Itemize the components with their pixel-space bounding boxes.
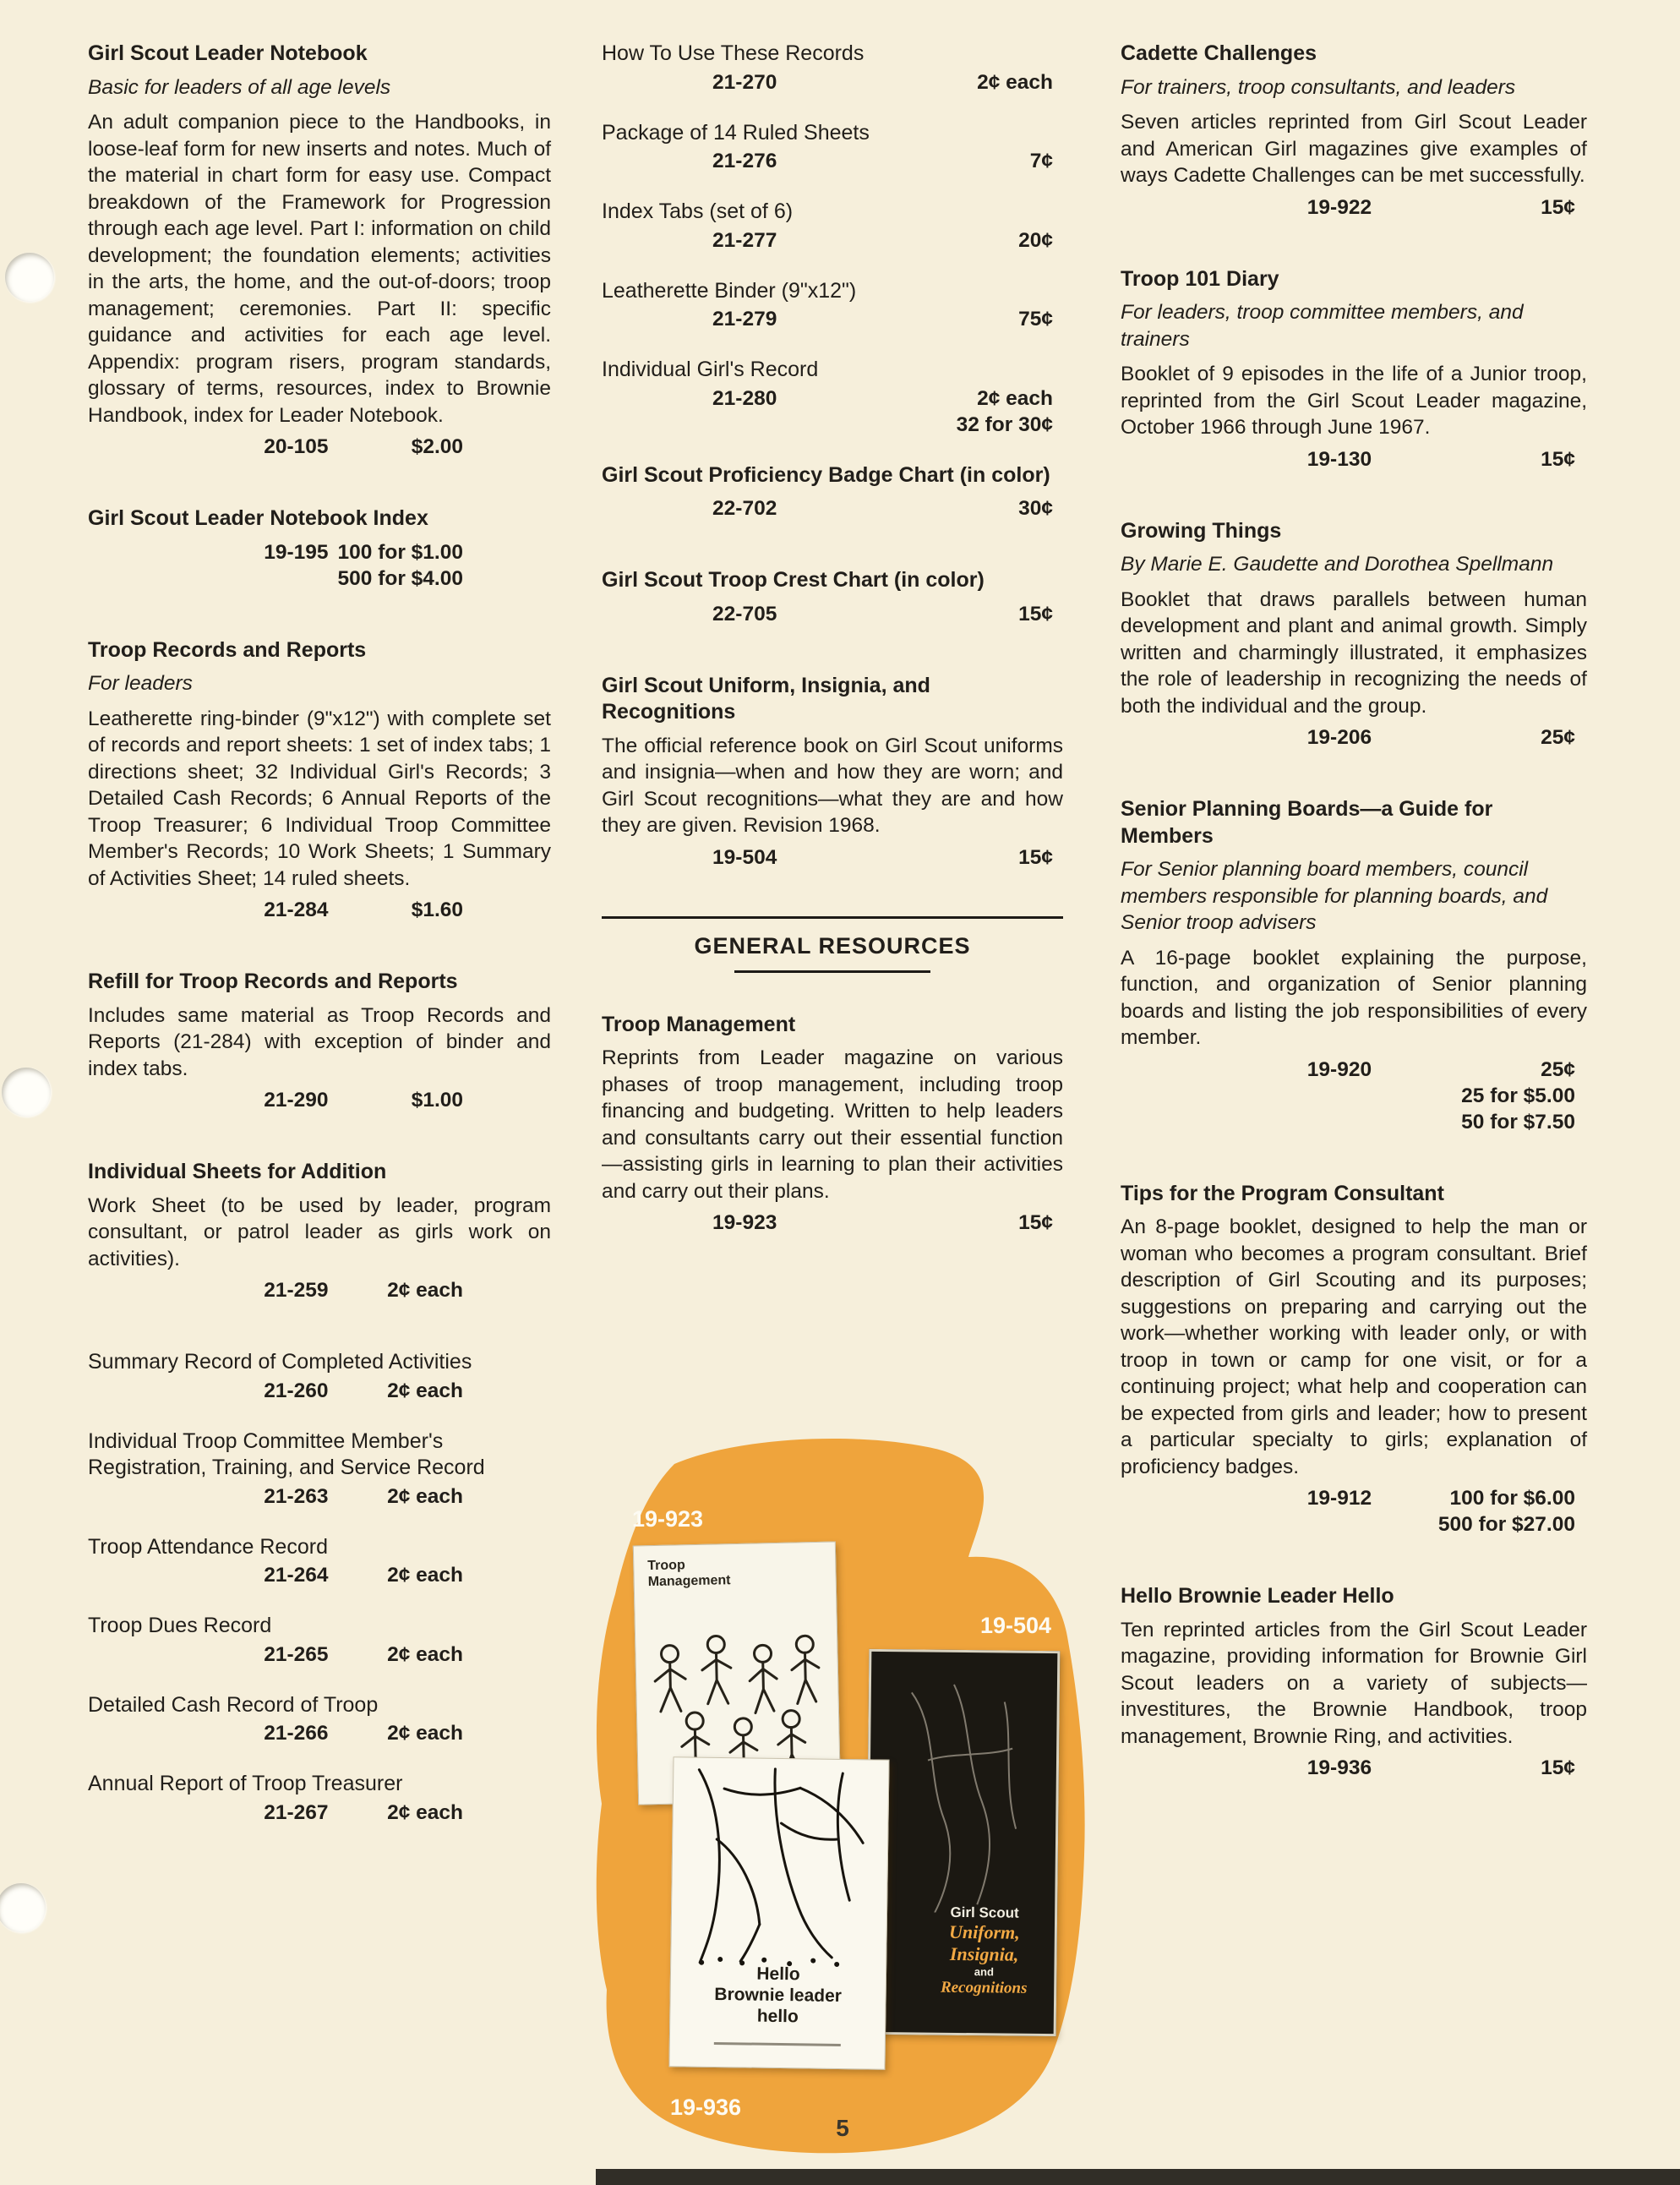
catalog-number: 21-260 (264, 1379, 329, 1402)
entry-body: Work Sheet (to be used by leader, program consultant, or patrol leader as girls work on activities). (88, 1194, 551, 1270)
entry-title: Individual Troop Committee Member's Registration, Training, and Service Record (88, 1428, 485, 1479)
price-values (412, 434, 551, 460)
catalog-number: 21-263 (264, 1484, 329, 1508)
entry-title: Girl Scout Proficiency Badge Chart (in color) (602, 462, 1050, 487)
price-line (88, 539, 551, 592)
catalog-entry (88, 1534, 551, 1589)
punch-hole (2, 1068, 51, 1117)
column-left (88, 41, 551, 1850)
catalog-entry (1121, 41, 1587, 221)
catalog-number: 21-276 (712, 150, 777, 172)
entry-title: Tips for the Program Consultant (1121, 1181, 1444, 1205)
catalog-number: 19-206 (1306, 726, 1372, 749)
price-line (88, 1720, 551, 1746)
branches-illustration (671, 1762, 888, 1973)
entry-title: How To Use These Records (602, 41, 865, 65)
price-line (602, 306, 1063, 332)
entry-subtitle: By Marie E. Gaudette and Dorothea Spellmann (1121, 553, 1554, 576)
catalog-entry (602, 357, 1063, 438)
catalog-number: 21-264 (264, 1564, 329, 1587)
uniform-sketch-illustration (875, 1658, 1047, 1914)
price-line (1121, 1057, 1587, 1135)
price-value: 25¢ (1541, 726, 1575, 749)
cover-title-uniform-insignia (920, 1904, 1048, 1998)
column-right (1121, 41, 1587, 1827)
catalog-entry (1121, 796, 1587, 1135)
price-values (977, 69, 1063, 96)
price-value: 15¢ (1018, 1211, 1053, 1234)
price-values (1438, 1485, 1587, 1538)
entry-title: Cadette Challenges (1121, 41, 1317, 65)
catalog-number: 21-267 (264, 1800, 329, 1824)
figure-label-uniform-book: 19-504 (980, 1613, 1052, 1638)
catalog-entry (1121, 1181, 1587, 1538)
entry-body: A 16-page booklet explaining the purpose, function, and organization of Senior planning boards and listing the job responsibilities of every member. (1121, 946, 1587, 1049)
price-value: 50 for $7.50 (1461, 1110, 1575, 1133)
price-values (1018, 601, 1063, 627)
catalog-entry (88, 1771, 551, 1826)
price-values (387, 1277, 551, 1303)
catalog-entry (88, 505, 551, 592)
price-value: $2.00 (411, 435, 463, 458)
price-line (602, 148, 1063, 174)
price-line (602, 1210, 1063, 1236)
price-value: 2¢ each (977, 386, 1053, 410)
catalog-number: 21-265 (264, 1642, 329, 1666)
price-line (602, 601, 1063, 627)
entry-title: Girl Scout Uniform, Insignia, and Recognitions (602, 673, 930, 724)
price-values (412, 897, 551, 923)
price-values (1018, 1210, 1063, 1236)
page-number: 5 (836, 2115, 849, 2141)
entry-title: Growing Things (1121, 518, 1282, 543)
catalog-number: 19-195 (264, 540, 329, 564)
cover-title-troop-management (647, 1556, 731, 1590)
entry-subtitle: For trainers, troop consultants, and leaders (1121, 75, 1516, 99)
price-value: 100 for $1.00 (337, 540, 463, 564)
catalog-entry (602, 567, 1063, 627)
price-value: 75¢ (1018, 308, 1053, 330)
entry-subtitle: Basic for leaders of all age levels (88, 75, 391, 99)
entry-title: Girl Scout Troop Crest Chart (in color) (602, 568, 985, 592)
price-line (602, 495, 1063, 522)
price-values (1461, 1057, 1587, 1135)
price-line (602, 844, 1063, 871)
entry-title: Girl Scout Leader Notebook Index (88, 506, 428, 530)
entry-body: Seven articles reprinted from Girl Scout Leader and American Girl magazines give examples of ways Cadette Challenges can be met successfully. (1121, 111, 1587, 187)
catalog-entry (88, 969, 551, 1113)
scan-edge-strip (596, 2169, 1680, 2185)
catalog-entry (602, 462, 1063, 522)
catalog-number: 20-105 (264, 435, 329, 458)
price-value: $1.60 (411, 899, 463, 921)
price-value: 15¢ (1018, 845, 1053, 869)
entry-subtitle: For Senior planning board members, council members responsible for planning boards, and Senior troop advisers (1121, 858, 1548, 934)
price-values (1018, 495, 1063, 522)
catalog-entry (602, 120, 1063, 175)
price-values (387, 1641, 551, 1668)
catalog-entry (88, 1692, 551, 1747)
catalog-entry (88, 1159, 551, 1303)
catalog-entry (88, 1613, 551, 1668)
column-middle (602, 41, 1063, 1281)
price-line (88, 1800, 551, 1826)
cover-title-line: Brownie leader (714, 1984, 843, 2007)
catalog-entry (1121, 1583, 1587, 1781)
entry-title: Troop Attendance Record (88, 1534, 328, 1559)
price-values (1018, 306, 1063, 332)
entry-body: Reprints from Leader magazine on various phases of troop management, including troop financing and budgeting. Written to help leaders and consultants carry out their essential function—assisting girls in learning to plan their activities and carry out their plans. (602, 1046, 1063, 1203)
price-values (957, 385, 1063, 438)
entry-title: Refill for Troop Records and Reports (88, 970, 458, 993)
price-value: 20¢ (1018, 228, 1053, 252)
price-line (1121, 446, 1587, 473)
price-values (338, 539, 551, 592)
price-line (88, 897, 551, 923)
price-line (1121, 194, 1587, 221)
price-line (88, 1277, 551, 1303)
punch-hole (5, 253, 54, 302)
price-values (1541, 446, 1587, 473)
price-value: 15¢ (1541, 447, 1575, 471)
price-line (1121, 1485, 1587, 1538)
catalog-entry (1121, 518, 1587, 751)
catalog-entry (88, 41, 551, 460)
cover-title-line: and (974, 1965, 995, 1979)
section-title: GENERAL RESOURCES (694, 932, 971, 959)
catalog-number: 19-923 (712, 1211, 777, 1234)
entry-title: Annual Report of Troop Treasurer (88, 1772, 403, 1795)
price-line (88, 434, 551, 460)
entry-title: Troop 101 Diary (1121, 266, 1279, 291)
cover-title-hello-brownie (670, 1962, 886, 2029)
catalog-number: 19-922 (1306, 195, 1372, 219)
price-value: 15¢ (1018, 602, 1053, 625)
punch-hole (0, 1883, 46, 1932)
price-line (602, 227, 1063, 254)
price-value: 500 for $4.00 (337, 566, 463, 590)
price-line (602, 69, 1063, 96)
price-values (387, 1720, 551, 1746)
entry-body: An adult companion piece to the Handbooks, in loose-leaf form for new inserts and notes. Much of the material in chart form for easy use. Compact breakdown of the Framework for Progression through each age level. Part I: information on child development; the foundation elements; activities in the arts, the home, and the out-of-doors; troop management; ceremonies. Part II: specific guidance and activities for each age level. Appendix: program risers, program standards, glossary of terms, resources, index to Brownie Handbook, index for Leader Notebook. (88, 111, 551, 427)
price-value: 2¢ each (387, 1484, 463, 1508)
price-value: 2¢ each (387, 1642, 463, 1666)
price-value: 7¢ (1029, 150, 1053, 172)
entry-subtitle: For leaders (88, 672, 193, 695)
figure-label-hello-booklet: 19-936 (670, 2095, 742, 2120)
cover-title-line: Management (647, 1573, 731, 1590)
price-values (1541, 194, 1587, 221)
price-values (1541, 724, 1587, 751)
entry-title: Senior Planning Boards—a Guide for Members (1121, 797, 1493, 848)
entry-body: Booklet of 9 episodes in the life of a Junior troop, reprinted from the Girl Scout Leader magazine, October 1966 through June 1967. (1121, 363, 1587, 439)
entry-title: Troop Records and Reports (88, 637, 367, 662)
catalog-number: 22-702 (712, 497, 777, 520)
catalog-number: 19-920 (1306, 1057, 1372, 1081)
product-photo-area (590, 1428, 1095, 2171)
price-value: 2¢ each (387, 1564, 463, 1587)
price-line (88, 1562, 551, 1588)
price-line (88, 1483, 551, 1510)
price-value: $1.00 (411, 1089, 463, 1112)
catalog-entry (602, 41, 1063, 96)
catalog-entry (602, 673, 1063, 871)
price-values (1018, 844, 1063, 871)
entry-title: Detailed Cash Record of Troop (88, 1692, 379, 1717)
catalog-number: 21-277 (712, 228, 777, 252)
cover-title-line: Girl Scout (950, 1904, 1019, 1922)
catalog-entry (602, 1012, 1063, 1237)
entry-body: Leatherette ring-binder (9"x12") with complete set of records and report sheets: 1 set of index tabs; 1 directions sheet; 32 Individual Girl's Records; 3 Detailed Cash Records; 6 Annual Reports of the Troop Treasurer; 6 Individual Troop Committee Member's Records; 10 Work Sheets; 1 Summary of Activities Sheet; 14 ruled sheets. (88, 707, 551, 890)
section-header (602, 916, 1063, 973)
catalog-number: 19-936 (1306, 1756, 1372, 1779)
price-values (1541, 1755, 1587, 1781)
entry-title: Package of 14 Ruled Sheets (602, 120, 870, 145)
entry-subtitle: For leaders, troop committee members, and trainers (1121, 301, 1524, 351)
entry-title: Individual Girl's Record (602, 358, 819, 381)
price-line (88, 1641, 551, 1668)
catalog-number: 22-705 (712, 602, 777, 625)
entry-title: Summary Record of Completed Activities (88, 1350, 472, 1374)
entry-title: Individual Sheets for Addition (88, 1160, 387, 1183)
section-rule-bottom (734, 970, 930, 973)
cover-title-line: Insignia, (949, 1943, 1019, 1966)
price-value: 2¢ each (387, 1800, 463, 1824)
entry-body: Booklet that draws parallels between human development and plant and animal growth. Simply written and charmingly illustrated, it emphasizes the role of leadership in recognizing the needs of both the individual and the group. (1121, 587, 1587, 718)
price-value: 2¢ each (387, 1279, 463, 1302)
price-value: 15¢ (1541, 195, 1575, 219)
price-values (387, 1800, 551, 1826)
catalog-number: 21-259 (264, 1279, 329, 1302)
price-values (387, 1483, 551, 1510)
catalog-number: 21-279 (712, 308, 777, 330)
price-value: 2¢ each (977, 70, 1053, 94)
price-line (88, 1378, 551, 1404)
price-values (412, 1087, 551, 1113)
booklet-cover-hello-brownie (668, 1756, 889, 2070)
entry-body: The official reference book on Girl Scout uniforms and insignia—when and how they are worn; and Girl Scout recognitions—what they are and how they are given. Revision 1968. (602, 734, 1063, 837)
entry-title: Hello Brownie Leader Hello (1121, 1584, 1394, 1608)
cover-title-line: Hello (756, 1964, 800, 1985)
catalog-entry (88, 1428, 551, 1510)
entry-title: Leatherette Binder (9"x12") (602, 278, 857, 303)
price-value: 2¢ each (387, 1379, 463, 1402)
catalog-entry (1121, 266, 1587, 473)
price-line (602, 385, 1063, 438)
catalog-number: 19-504 (712, 845, 777, 869)
entry-title: Troop Dues Record (88, 1614, 272, 1637)
cover-title-line: Recognitions (940, 1978, 1028, 1997)
figure-label-troop-management: 19-923 (632, 1506, 704, 1532)
price-value: 25 for $5.00 (1461, 1084, 1575, 1107)
price-value: 2¢ each (387, 1722, 463, 1745)
catalog-entry (88, 1349, 551, 1404)
catalog-entry (602, 278, 1063, 333)
cover-title-line: hello (756, 2006, 799, 2027)
cover-title-line: Uniform, (948, 1921, 1020, 1944)
price-value: 100 for $6.00 (1449, 1487, 1575, 1510)
cover-title-line: Troop (647, 1558, 685, 1574)
price-line (1121, 724, 1587, 751)
tiny-caption-line (714, 2042, 841, 2046)
entry-body: Ten reprinted articles from the Girl Scout Leader magazine, providing information for Brownie Girl Scout leaders on a variety of subjects—investitures, the Brownie Handbook, troop management, Brownie Ring, and activities. (1121, 1618, 1587, 1748)
catalog-number: 19-130 (1306, 447, 1372, 471)
price-line (88, 1087, 551, 1113)
price-value: 25¢ (1541, 1057, 1575, 1081)
catalog-number: 21-284 (264, 899, 329, 921)
price-values (387, 1562, 551, 1588)
catalog-entry (88, 637, 551, 924)
entry-title: Troop Management (602, 1012, 796, 1036)
entry-body: Includes same material as Troop Records and Reports (21-284) with exception of binder and index tabs. (88, 1003, 551, 1080)
entry-body: An 8-page booklet, designed to help the man or woman who becomes a program consultant. Brief description of Girl Scouting and its purposes; suggestions on preparing and carrying out the work—whether working with leader only, or with troop in town or camp for one visit, or for a continuing project; what help and cooperation can be expected from girls and leader; how to present a particular specialty to girls; explanation of proficiency badges. (1121, 1215, 1587, 1478)
price-line (1121, 1755, 1587, 1781)
catalog-number: 21-280 (712, 386, 777, 410)
price-values (1018, 227, 1063, 254)
entry-title: Girl Scout Leader Notebook (88, 41, 368, 65)
catalog-entry (602, 199, 1063, 254)
price-value: 15¢ (1541, 1756, 1575, 1779)
catalog-number: 21-270 (712, 70, 777, 94)
book-cover-uniform-insignia (865, 1649, 1061, 2036)
catalog-number: 19-912 (1306, 1487, 1372, 1510)
entry-title: Index Tabs (set of 6) (602, 199, 794, 223)
price-values (387, 1378, 551, 1404)
price-values (1030, 148, 1063, 174)
catalog-number: 21-290 (264, 1089, 329, 1112)
price-value: 30¢ (1018, 497, 1053, 520)
catalog-number: 21-266 (264, 1722, 329, 1745)
price-value: 32 for 30¢ (956, 412, 1053, 436)
price-value: 500 for $27.00 (1437, 1513, 1575, 1536)
